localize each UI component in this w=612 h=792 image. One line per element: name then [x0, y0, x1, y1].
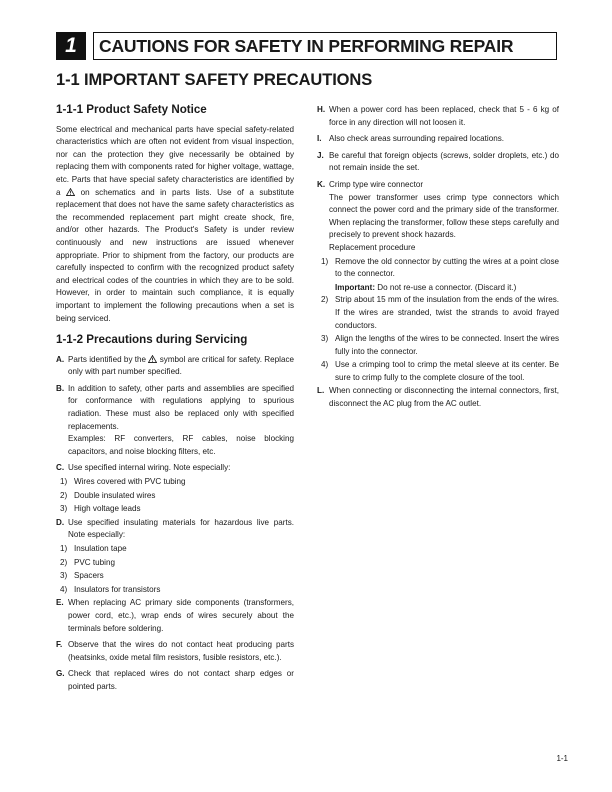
item-text: When connecting or disconnecting the internal connectors, first, disconnect the AC plug from the AC outlet. [329, 386, 559, 409]
right-column [317, 104, 559, 412]
item-text [68, 383, 294, 459]
precaution-l [317, 385, 559, 410]
item-text: Check that replaced wires do not contact sharp edges or pointed parts. [68, 669, 294, 691]
item-text: Use specified internal wiring. Note especially: [68, 463, 231, 473]
list-item: 3) Spacers [60, 571, 104, 581]
list-item: 1) Remove the old connector by cutting the wires at a point close to the connector. [321, 256, 559, 279]
item-label: E. [56, 598, 64, 608]
item-label: C. [56, 463, 65, 473]
precaution-i [317, 133, 559, 146]
item-text: When replacing AC primary side components (transformers, power cord, etc.), wrap ends of wires securely about the terminals before soldering. [68, 598, 294, 633]
precaution-j [317, 150, 559, 175]
item-label: D. [56, 517, 65, 527]
item-k-title: Crimp type wire connector [329, 179, 424, 189]
servicing-heading: 1-1-2 Precautions during Servicing [56, 333, 248, 347]
product-safety-heading: 1-1-1 Product Safety Notice [56, 103, 207, 116]
precaution-c [56, 462, 294, 475]
item-text: Be careful that foreign objects (screws, solder droplets, etc.) do not remain inside the set. [329, 150, 559, 173]
item-k-body: The power transformer uses crimp type connectors which connect the power cord and the primary side of the transformer. When replacing the transformer, follow these steps carefully and precisely to prevent shock hazards. [329, 192, 559, 240]
item-b-examples: Examples: RF converters, RF cables, noise blocking capacitors, and noise blocking filters, etc. [68, 434, 294, 456]
precaution-f [56, 639, 294, 664]
list-item: 2) PVC tubing [60, 557, 115, 567]
notice-text-part1: Some electrical and mechanical parts have special safety-related characteristics which are often not evident from visual inspection, nor can the protection they give necessarily be obtained by replacing them with components rated for higher voltage, wattage, etc. Parts that have special safety characteristics are identified by a [56, 124, 294, 197]
item-text [68, 354, 294, 379]
warning-triangle-icon [148, 355, 157, 363]
precaution-e [56, 597, 294, 635]
list-item: 3) High voltage leads [60, 504, 141, 514]
page-number: 1-1 [556, 754, 568, 763]
item-label: H. [317, 105, 326, 114]
list-item: 2) Double insulated wires [60, 490, 156, 500]
precaution-h [317, 104, 559, 129]
precaution-d [56, 517, 294, 542]
left-column [56, 104, 294, 695]
item-label: B. [56, 383, 65, 393]
item-label: J. [317, 150, 324, 160]
notice-text-part2: on schematics and in parts lists. Use of a substitute replacement that does not have the same safety characteristics as the recommended replacement part might create shock, fire, and/or other hazards. The Product's Safety is under review continuously and new instructions are issued whenever appropriate. Prior to shipment from the factory, our products are carefully inspected to confirm with the recognized product safety and electrical codes of the countries in which they are to be sold. However, in order to maintain such compliance, it is equally important to implement the following precautions when a set is being serviced. [56, 187, 295, 323]
important-note [317, 282, 559, 295]
chapter-number: 1 [56, 32, 86, 60]
precaution-k [317, 179, 559, 255]
list-item: 4) Use a crimping tool to crimp the metal sleeve at its center. Be sure to crimp fully to the complete closure of the tool. [321, 360, 559, 382]
item-k-procedure: Replacement procedure [329, 242, 416, 252]
list-item: 2) Strip about 15 mm of the insulation from the ends of the wires. If the wires are stranded, twist the strands to avoid frayed conductors. [321, 295, 559, 330]
list-item: 1) Insulation tape [60, 544, 127, 553]
section-title: 1-1 IMPORTANT SAFETY PRECAUTIONS [56, 71, 373, 89]
precaution-a [56, 354, 294, 379]
item-text: Also check areas surrounding repaired locations. [329, 134, 505, 144]
item-a-text-part2: symbol are critical for safety. Replace only with part number specified. [68, 354, 294, 377]
list-item: 4) Insulators for transistors [60, 584, 161, 594]
chapter-title: CAUTIONS FOR SAFETY IN PERFORMING REPAIR [93, 32, 557, 60]
item-text: When a power cord has been replaced, check that 5 - 6 kg of force in any direction will not loosen it. [329, 105, 559, 127]
important-label: Important: [335, 282, 376, 292]
list-item: 1) Wires covered with PVC tubing [60, 477, 186, 487]
item-label: A. [56, 354, 65, 364]
item-text: Observe that the wires do not contact heat producing parts (heatsinks, oxide metal film resistors, fusible resistors, etc.). [68, 640, 294, 662]
item-label: K. [317, 179, 326, 189]
product-safety-text [56, 124, 294, 326]
item-label: F. [56, 640, 63, 650]
chapter-header [56, 32, 557, 60]
item-a-text-part1: Parts identified by the [68, 354, 147, 364]
item-label: L. [317, 386, 325, 396]
item-label: G. [56, 669, 65, 679]
item-text: Use specified insulating materials for hazardous live parts. Note especially: [68, 517, 294, 540]
item-text [329, 179, 559, 255]
item-label: I. [317, 134, 322, 144]
list-item: 3) Align the lengths of the wires to be connected. Insert the wires fully into the connector. [321, 334, 559, 356]
item-b-text: In addition to safety, other parts and assemblies are specified for conformance with regulations applying to spurious radiation. These must also be replaced only with specified replacements. [68, 383, 294, 431]
warning-triangle-icon [66, 188, 75, 196]
precaution-g [56, 668, 294, 693]
precaution-b [56, 383, 294, 459]
important-text: Do not re-use a connector. (Discard it.) [377, 282, 517, 292]
